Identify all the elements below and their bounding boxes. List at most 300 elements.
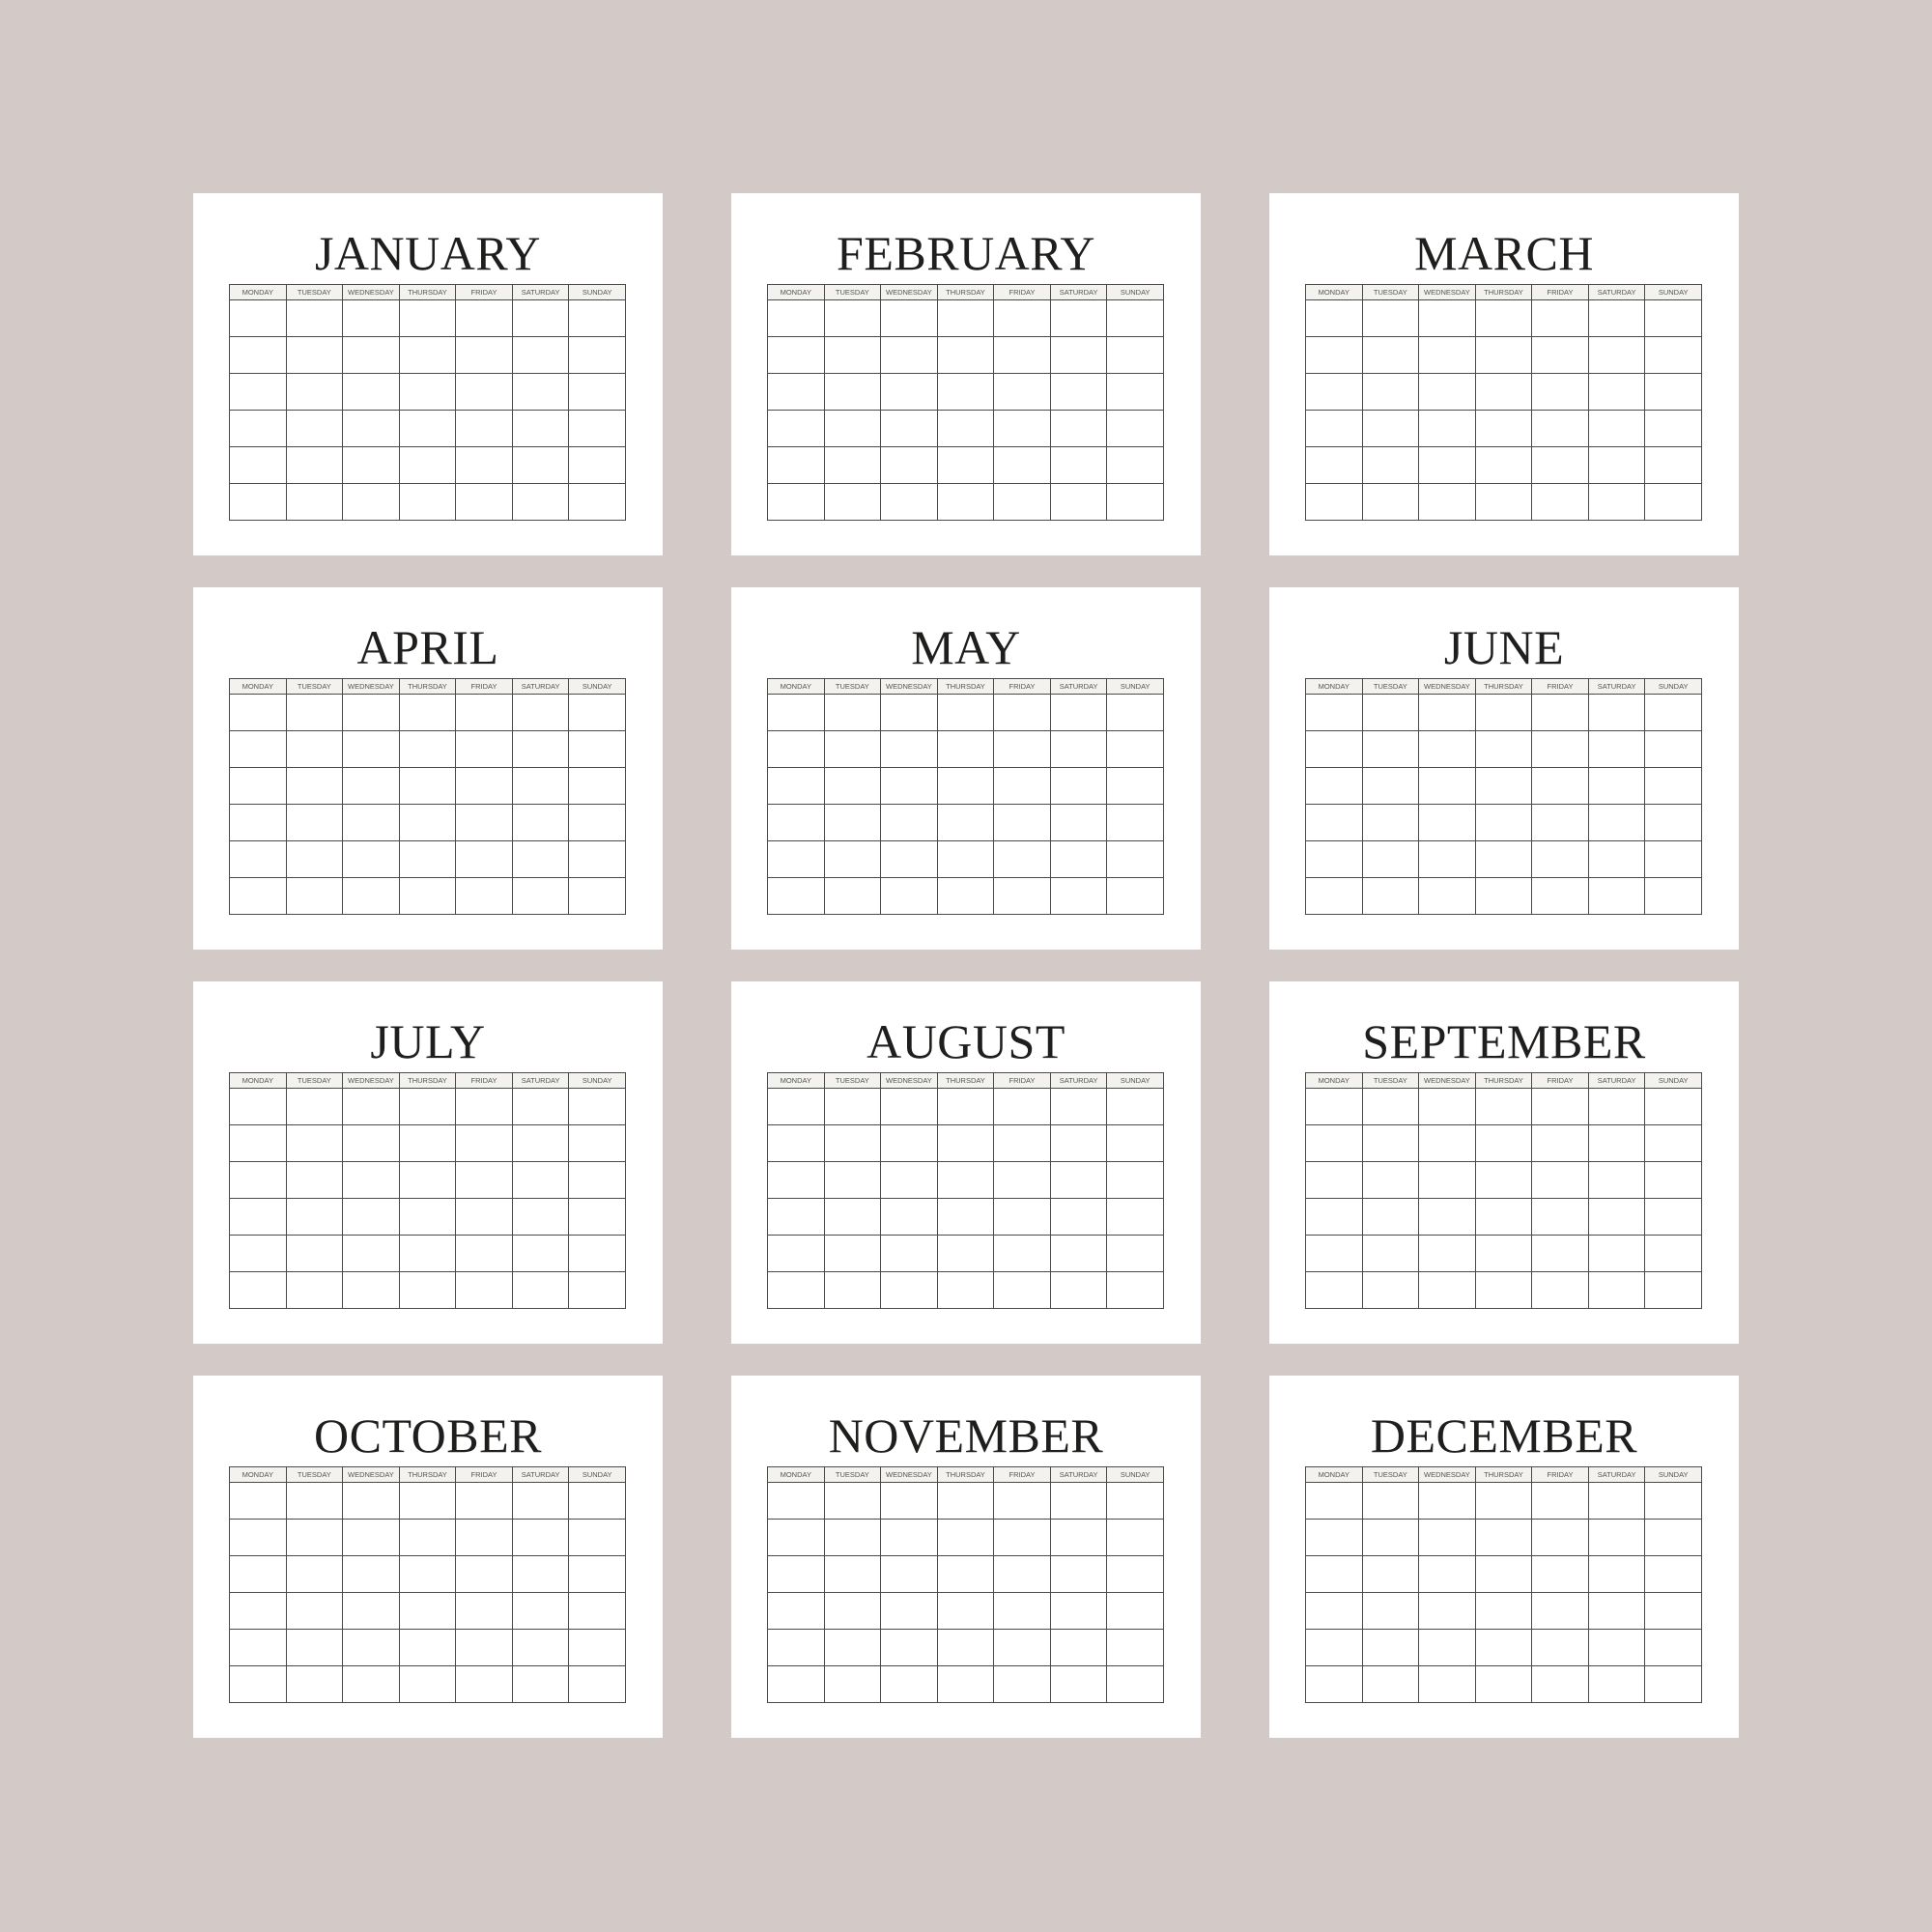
day-cell bbox=[512, 1236, 569, 1272]
day-cell bbox=[1645, 695, 1702, 731]
day-cell bbox=[1475, 1272, 1532, 1309]
week-row bbox=[768, 300, 1164, 337]
day-cell bbox=[768, 1162, 825, 1199]
weekday-header-row bbox=[1306, 1073, 1702, 1089]
day-cell bbox=[1419, 695, 1476, 731]
day-cell bbox=[569, 447, 626, 484]
day-cell bbox=[824, 1593, 881, 1630]
day-cell bbox=[512, 1630, 569, 1666]
day-cell bbox=[994, 484, 1051, 521]
day-cell bbox=[994, 411, 1051, 447]
week-row bbox=[768, 1162, 1164, 1199]
day-cell bbox=[1532, 337, 1589, 374]
month-calendar-table bbox=[1305, 678, 1702, 915]
day-cell bbox=[343, 1236, 400, 1272]
day-cell bbox=[343, 1162, 400, 1199]
day-cell bbox=[1306, 1556, 1363, 1593]
day-cell bbox=[343, 447, 400, 484]
day-cell bbox=[286, 695, 343, 731]
day-cell bbox=[399, 447, 456, 484]
day-cell bbox=[881, 878, 938, 915]
day-cell bbox=[1419, 1483, 1476, 1520]
month-sheet-march bbox=[1269, 193, 1739, 555]
day-cell bbox=[1588, 1236, 1645, 1272]
day-cell bbox=[1645, 1630, 1702, 1666]
day-cell bbox=[768, 1520, 825, 1556]
week-row bbox=[768, 1666, 1164, 1703]
day-cell bbox=[1532, 731, 1589, 768]
weekday-header: TUESDAY bbox=[286, 285, 343, 300]
day-cell bbox=[399, 695, 456, 731]
week-row bbox=[768, 695, 1164, 731]
day-cell bbox=[1645, 1666, 1702, 1703]
day-cell bbox=[230, 1162, 287, 1199]
day-cell bbox=[994, 1272, 1051, 1309]
day-cell bbox=[881, 447, 938, 484]
weekday-header: THURSDAY bbox=[1475, 285, 1532, 300]
day-cell bbox=[1645, 1483, 1702, 1520]
weekday-header: MONDAY bbox=[768, 285, 825, 300]
day-cell bbox=[1419, 1162, 1476, 1199]
day-cell bbox=[1475, 731, 1532, 768]
day-cell bbox=[286, 1630, 343, 1666]
week-row bbox=[1306, 300, 1702, 337]
weekday-header-row bbox=[768, 285, 1164, 300]
day-cell bbox=[1306, 1630, 1363, 1666]
day-cell bbox=[399, 374, 456, 411]
weekday-header: THURSDAY bbox=[399, 679, 456, 695]
week-row bbox=[230, 1520, 626, 1556]
day-cell bbox=[230, 1089, 287, 1125]
month-sheet-june bbox=[1269, 587, 1739, 950]
day-cell bbox=[824, 447, 881, 484]
day-cell bbox=[456, 1125, 513, 1162]
weekday-header: MONDAY bbox=[230, 1467, 287, 1483]
weekday-header: FRIDAY bbox=[994, 1467, 1051, 1483]
day-cell bbox=[994, 374, 1051, 411]
day-cell bbox=[1362, 878, 1419, 915]
weekday-header: SUNDAY bbox=[1107, 1073, 1164, 1089]
day-cell bbox=[1306, 805, 1363, 841]
weekday-header: SUNDAY bbox=[1107, 679, 1164, 695]
day-cell bbox=[1050, 337, 1107, 374]
day-cell bbox=[1050, 1236, 1107, 1272]
day-cell bbox=[937, 1162, 994, 1199]
day-cell bbox=[569, 1199, 626, 1236]
month-sheet-april bbox=[193, 587, 663, 950]
weekday-header: FRIDAY bbox=[1532, 1467, 1589, 1483]
day-cell bbox=[1050, 731, 1107, 768]
day-cell bbox=[1532, 1199, 1589, 1236]
day-cell bbox=[1362, 805, 1419, 841]
day-cell bbox=[286, 805, 343, 841]
week-row bbox=[768, 805, 1164, 841]
day-cell bbox=[1306, 1272, 1363, 1309]
day-cell bbox=[286, 878, 343, 915]
weekday-header: THURSDAY bbox=[1475, 679, 1532, 695]
weekday-header: WEDNESDAY bbox=[343, 285, 400, 300]
day-cell bbox=[937, 1593, 994, 1630]
day-cell bbox=[1588, 841, 1645, 878]
weekday-header: FRIDAY bbox=[456, 679, 513, 695]
day-cell bbox=[1588, 300, 1645, 337]
day-cell bbox=[824, 1089, 881, 1125]
day-cell bbox=[994, 841, 1051, 878]
day-cell bbox=[1475, 374, 1532, 411]
day-cell bbox=[230, 447, 287, 484]
day-cell bbox=[881, 1236, 938, 1272]
day-cell bbox=[1588, 768, 1645, 805]
day-cell bbox=[512, 731, 569, 768]
day-cell bbox=[1475, 337, 1532, 374]
day-cell bbox=[881, 484, 938, 521]
day-cell bbox=[1362, 1199, 1419, 1236]
day-cell bbox=[1475, 1630, 1532, 1666]
week-row bbox=[230, 768, 626, 805]
day-cell bbox=[1050, 1666, 1107, 1703]
day-cell bbox=[399, 1630, 456, 1666]
day-cell bbox=[937, 878, 994, 915]
day-cell bbox=[512, 1483, 569, 1520]
day-cell bbox=[824, 841, 881, 878]
weekday-header: THURSDAY bbox=[937, 1073, 994, 1089]
day-cell bbox=[1532, 695, 1589, 731]
day-cell bbox=[1419, 731, 1476, 768]
week-row bbox=[1306, 1593, 1702, 1630]
week-row bbox=[768, 447, 1164, 484]
day-cell bbox=[768, 300, 825, 337]
day-cell bbox=[1588, 1520, 1645, 1556]
day-cell bbox=[569, 374, 626, 411]
weekday-header-row bbox=[1306, 1467, 1702, 1483]
month-title: APRIL bbox=[356, 620, 499, 674]
week-row bbox=[768, 731, 1164, 768]
day-cell bbox=[1475, 1162, 1532, 1199]
day-cell bbox=[399, 1199, 456, 1236]
day-cell bbox=[286, 1520, 343, 1556]
day-cell bbox=[286, 1272, 343, 1309]
day-cell bbox=[569, 484, 626, 521]
day-cell bbox=[881, 1199, 938, 1236]
weekday-header: THURSDAY bbox=[937, 1467, 994, 1483]
day-cell bbox=[1645, 337, 1702, 374]
weekday-header-row bbox=[768, 679, 1164, 695]
weekday-header: SATURDAY bbox=[1588, 1467, 1645, 1483]
weekday-header: SUNDAY bbox=[569, 1073, 626, 1089]
day-cell bbox=[456, 337, 513, 374]
day-cell bbox=[1362, 447, 1419, 484]
weekday-header: MONDAY bbox=[768, 1467, 825, 1483]
day-cell bbox=[937, 1089, 994, 1125]
day-cell bbox=[1107, 1162, 1164, 1199]
day-cell bbox=[343, 768, 400, 805]
day-cell bbox=[1362, 1520, 1419, 1556]
day-cell bbox=[1107, 1199, 1164, 1236]
day-cell bbox=[286, 484, 343, 521]
weekday-header: SATURDAY bbox=[512, 679, 569, 695]
month-title: JANUARY bbox=[314, 226, 542, 280]
week-row bbox=[768, 1125, 1164, 1162]
day-cell bbox=[512, 1666, 569, 1703]
day-cell bbox=[343, 1593, 400, 1630]
day-cell bbox=[824, 1162, 881, 1199]
day-cell bbox=[1419, 1236, 1476, 1272]
day-cell bbox=[512, 411, 569, 447]
day-cell bbox=[456, 695, 513, 731]
day-cell bbox=[1362, 300, 1419, 337]
day-cell bbox=[824, 484, 881, 521]
week-row bbox=[1306, 1520, 1702, 1556]
weekday-header-row bbox=[230, 679, 626, 695]
day-cell bbox=[937, 1236, 994, 1272]
month-calendar-table bbox=[229, 1072, 626, 1309]
day-cell bbox=[1306, 768, 1363, 805]
day-cell bbox=[1306, 411, 1363, 447]
weekday-header: TUESDAY bbox=[824, 1073, 881, 1089]
day-cell bbox=[824, 1630, 881, 1666]
weekday-header: TUESDAY bbox=[1362, 1073, 1419, 1089]
weekday-header: THURSDAY bbox=[1475, 1467, 1532, 1483]
week-row bbox=[1306, 484, 1702, 521]
day-cell bbox=[1532, 1236, 1589, 1272]
day-cell bbox=[399, 1125, 456, 1162]
day-cell bbox=[1362, 768, 1419, 805]
day-cell bbox=[512, 447, 569, 484]
day-cell bbox=[1306, 484, 1363, 521]
day-cell bbox=[1050, 374, 1107, 411]
day-cell bbox=[1645, 1272, 1702, 1309]
day-cell bbox=[994, 878, 1051, 915]
day-cell bbox=[1475, 1666, 1532, 1703]
day-cell bbox=[1645, 731, 1702, 768]
day-cell bbox=[1107, 1089, 1164, 1125]
day-cell bbox=[1588, 1666, 1645, 1703]
day-cell bbox=[569, 731, 626, 768]
day-cell bbox=[824, 1556, 881, 1593]
week-row bbox=[1306, 1630, 1702, 1666]
weekday-header: THURSDAY bbox=[399, 285, 456, 300]
weekday-header: TUESDAY bbox=[286, 1467, 343, 1483]
day-cell bbox=[286, 411, 343, 447]
week-row bbox=[768, 1520, 1164, 1556]
week-row bbox=[1306, 731, 1702, 768]
day-cell bbox=[1419, 484, 1476, 521]
day-cell bbox=[1645, 1125, 1702, 1162]
day-cell bbox=[824, 1199, 881, 1236]
week-row bbox=[230, 1236, 626, 1272]
day-cell bbox=[1107, 447, 1164, 484]
week-row bbox=[230, 1630, 626, 1666]
week-row bbox=[1306, 374, 1702, 411]
day-cell bbox=[937, 805, 994, 841]
week-row bbox=[1306, 1272, 1702, 1309]
day-cell bbox=[230, 300, 287, 337]
weekday-header: SATURDAY bbox=[1588, 285, 1645, 300]
day-cell bbox=[399, 768, 456, 805]
day-cell bbox=[230, 1483, 287, 1520]
day-cell bbox=[1645, 1556, 1702, 1593]
day-cell bbox=[1419, 1272, 1476, 1309]
day-cell bbox=[994, 1125, 1051, 1162]
day-cell bbox=[1107, 1666, 1164, 1703]
day-cell bbox=[1645, 1520, 1702, 1556]
month-sheet-august bbox=[731, 981, 1201, 1344]
day-cell bbox=[230, 1236, 287, 1272]
day-cell bbox=[1532, 841, 1589, 878]
weekday-header: FRIDAY bbox=[994, 285, 1051, 300]
day-cell bbox=[1107, 484, 1164, 521]
day-cell bbox=[1306, 695, 1363, 731]
month-title: JUNE bbox=[1443, 620, 1565, 674]
day-cell bbox=[1588, 337, 1645, 374]
day-cell bbox=[768, 1593, 825, 1630]
day-cell bbox=[1588, 411, 1645, 447]
day-cell bbox=[994, 1520, 1051, 1556]
weekday-header: SATURDAY bbox=[1588, 679, 1645, 695]
week-row bbox=[1306, 1483, 1702, 1520]
day-cell bbox=[1532, 1162, 1589, 1199]
week-row bbox=[230, 1483, 626, 1520]
day-cell bbox=[1306, 1089, 1363, 1125]
day-cell bbox=[343, 841, 400, 878]
month-sheet-december bbox=[1269, 1376, 1739, 1738]
day-cell bbox=[824, 768, 881, 805]
day-cell bbox=[399, 731, 456, 768]
day-cell bbox=[1475, 695, 1532, 731]
weekday-header: FRIDAY bbox=[994, 679, 1051, 695]
weekday-header: TUESDAY bbox=[824, 1467, 881, 1483]
weekday-header: FRIDAY bbox=[994, 1073, 1051, 1089]
day-cell bbox=[1306, 300, 1363, 337]
week-row bbox=[768, 1272, 1164, 1309]
day-cell bbox=[1306, 447, 1363, 484]
week-row bbox=[230, 805, 626, 841]
day-cell bbox=[456, 1162, 513, 1199]
weekday-header: SUNDAY bbox=[1645, 1467, 1702, 1483]
day-cell bbox=[456, 1272, 513, 1309]
day-cell bbox=[1362, 1272, 1419, 1309]
day-cell bbox=[994, 1593, 1051, 1630]
day-cell bbox=[768, 337, 825, 374]
weekday-header-row bbox=[768, 1467, 1164, 1483]
weekday-header: SATURDAY bbox=[512, 1467, 569, 1483]
day-cell bbox=[456, 1666, 513, 1703]
day-cell bbox=[824, 805, 881, 841]
week-row bbox=[230, 1162, 626, 1199]
day-cell bbox=[286, 768, 343, 805]
day-cell bbox=[1419, 1666, 1476, 1703]
day-cell bbox=[768, 1630, 825, 1666]
week-row bbox=[230, 337, 626, 374]
month-title: MAY bbox=[911, 620, 1021, 674]
day-cell bbox=[994, 731, 1051, 768]
day-cell bbox=[456, 411, 513, 447]
day-cell bbox=[512, 1593, 569, 1630]
day-cell bbox=[824, 1125, 881, 1162]
day-cell bbox=[1475, 1199, 1532, 1236]
day-cell bbox=[881, 1520, 938, 1556]
day-cell bbox=[1107, 805, 1164, 841]
day-cell bbox=[1362, 1236, 1419, 1272]
day-cell bbox=[768, 731, 825, 768]
day-cell bbox=[1475, 1593, 1532, 1630]
day-cell bbox=[1645, 1236, 1702, 1272]
day-cell bbox=[824, 1666, 881, 1703]
day-cell bbox=[881, 1666, 938, 1703]
day-cell bbox=[1532, 1089, 1589, 1125]
day-cell bbox=[569, 878, 626, 915]
day-cell bbox=[569, 1236, 626, 1272]
month-calendar-table bbox=[1305, 284, 1702, 521]
day-cell bbox=[1107, 1593, 1164, 1630]
day-cell bbox=[1419, 1125, 1476, 1162]
day-cell bbox=[768, 411, 825, 447]
weekday-header: SUNDAY bbox=[569, 1467, 626, 1483]
weekday-header-row bbox=[230, 1073, 626, 1089]
day-cell bbox=[286, 1125, 343, 1162]
day-cell bbox=[937, 731, 994, 768]
weekday-header: FRIDAY bbox=[1532, 285, 1589, 300]
day-cell bbox=[1419, 337, 1476, 374]
day-cell bbox=[824, 1520, 881, 1556]
day-cell bbox=[1645, 300, 1702, 337]
day-cell bbox=[1532, 1556, 1589, 1593]
day-cell bbox=[1050, 1199, 1107, 1236]
day-cell bbox=[1306, 1162, 1363, 1199]
day-cell bbox=[1050, 1089, 1107, 1125]
day-cell bbox=[1588, 1483, 1645, 1520]
day-cell bbox=[343, 731, 400, 768]
day-cell bbox=[1050, 1556, 1107, 1593]
day-cell bbox=[286, 1199, 343, 1236]
day-cell bbox=[1306, 1483, 1363, 1520]
day-cell bbox=[994, 1236, 1051, 1272]
day-cell bbox=[569, 1556, 626, 1593]
day-cell bbox=[399, 411, 456, 447]
day-cell bbox=[569, 1162, 626, 1199]
week-row bbox=[768, 1593, 1164, 1630]
month-calendar-table bbox=[767, 1072, 1164, 1309]
day-cell bbox=[456, 1520, 513, 1556]
day-cell bbox=[994, 768, 1051, 805]
day-cell bbox=[456, 1593, 513, 1630]
day-cell bbox=[994, 1556, 1051, 1593]
day-cell bbox=[456, 878, 513, 915]
day-cell bbox=[286, 1483, 343, 1520]
day-cell bbox=[286, 731, 343, 768]
day-cell bbox=[1362, 1593, 1419, 1630]
day-cell bbox=[937, 300, 994, 337]
weekday-header: SATURDAY bbox=[512, 285, 569, 300]
week-row bbox=[230, 731, 626, 768]
weekday-header: WEDNESDAY bbox=[1419, 1467, 1476, 1483]
day-cell bbox=[824, 337, 881, 374]
week-row bbox=[1306, 447, 1702, 484]
day-cell bbox=[1532, 805, 1589, 841]
day-cell bbox=[399, 337, 456, 374]
weekday-header: THURSDAY bbox=[1475, 1073, 1532, 1089]
day-cell bbox=[994, 447, 1051, 484]
day-cell bbox=[230, 374, 287, 411]
day-cell bbox=[1050, 695, 1107, 731]
day-cell bbox=[881, 768, 938, 805]
day-cell bbox=[937, 1520, 994, 1556]
day-cell bbox=[512, 768, 569, 805]
day-cell bbox=[937, 695, 994, 731]
day-cell bbox=[1475, 878, 1532, 915]
day-cell bbox=[1645, 878, 1702, 915]
weekday-header: MONDAY bbox=[1306, 1073, 1363, 1089]
